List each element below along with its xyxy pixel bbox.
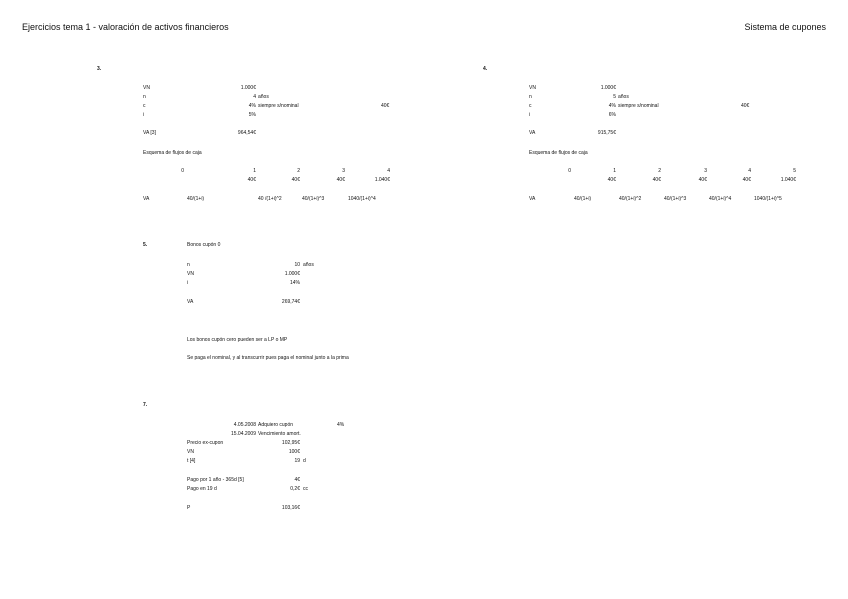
n-unit: años — [258, 94, 269, 100]
va-row-label: VA — [529, 196, 536, 202]
c-label: c — [529, 103, 532, 109]
cash-flow-value: 40€ — [742, 177, 751, 183]
period-label: 2 — [658, 168, 661, 174]
i-value: 14% — [289, 280, 300, 286]
cash-flow-value: 1.040€ — [374, 177, 390, 183]
page-title: Ejercicios tema 1 - valoración de activos financieros — [22, 22, 229, 32]
price-value: 102,95€ — [281, 440, 300, 446]
exercise-number: 7. — [143, 402, 148, 408]
period-label: 1 — [613, 168, 616, 174]
payment-days-value: 0,2€ — [290, 486, 300, 492]
t-label: t [4] — [187, 458, 196, 464]
i-label: i — [143, 112, 145, 118]
exercise-number: 4. — [483, 66, 488, 72]
note-text: Se paga el nominal, y al transcurrir pues paga el nominal junto a la prima — [187, 355, 349, 361]
period-label: 3 — [704, 168, 707, 174]
purchase-date: 4.05.2008 — [233, 422, 256, 428]
payment-year-value: 4€ — [294, 477, 300, 483]
cash-flow-value: 40€ — [607, 177, 616, 183]
maturity-label: Vencimiento amort. — [258, 431, 301, 437]
vn-label: VN — [529, 85, 536, 91]
page-subtitle: Sistema de cupones — [744, 22, 826, 32]
cash-flow-heading: Esquema de flujos de caja — [143, 150, 202, 156]
coupon-rate: 4% — [337, 422, 345, 428]
n-unit: años — [303, 262, 314, 268]
exercise-number: 3. — [97, 66, 102, 72]
c-value: 4% — [608, 103, 616, 109]
price-label: Precio ex-cupon — [187, 440, 224, 446]
period-label: 4 — [387, 168, 390, 174]
cash-flow-heading: Esquema de flujos de caja — [529, 150, 588, 156]
c-amount: 40€ — [741, 103, 750, 109]
period-label: 4 — [748, 168, 751, 174]
p-value: 103,16€ — [281, 505, 300, 511]
cash-flow-value: 40€ — [291, 177, 300, 183]
i-value: 6% — [608, 112, 616, 118]
period-label: 1 — [253, 168, 256, 174]
i-value: 5% — [248, 112, 256, 118]
va-label: VA — [529, 130, 536, 136]
vn-label: VN — [187, 271, 194, 277]
n-value: 4 — [253, 94, 256, 100]
t-unit: d — [303, 458, 306, 464]
n-unit: años — [618, 94, 629, 100]
vn-value: 1.000€ — [284, 271, 300, 277]
va-label: VA — [187, 299, 194, 305]
payment-year-label: Pago por 1 año - 365d [5] — [187, 477, 244, 483]
n-value: 10 — [294, 262, 300, 268]
va-term: 1040/(1+i)^5 — [754, 196, 782, 202]
c-note: siempre s/nominal — [618, 103, 659, 109]
maturity-date: 15.04.2009 — [230, 431, 256, 437]
section-title: Bonos cupón 0 — [187, 242, 221, 248]
va-label: VA [3] — [143, 130, 156, 136]
va-term: 40 /(1+i)^2 — [258, 196, 282, 202]
n-label: n — [187, 262, 190, 268]
vn-value: 1.000€ — [600, 85, 616, 91]
period-label: 0 — [181, 168, 184, 174]
purchase-label: Adquiero cupón — [258, 422, 294, 428]
c-amount: 40€ — [381, 103, 390, 109]
cash-flow-value: 1.040€ — [780, 177, 796, 183]
n-value: 5 — [613, 94, 616, 100]
p-label: P — [187, 505, 191, 511]
t-value: 19 — [294, 458, 300, 464]
vn-label: VN — [143, 85, 150, 91]
cash-flow-value: 40€ — [336, 177, 345, 183]
va-term: 40/(1+i) — [187, 196, 205, 202]
va-term: 40/(1+i)^4 — [709, 196, 732, 202]
va-term: 40/(1+i)^3 — [664, 196, 687, 202]
va-term: 40/(1+i)^2 — [619, 196, 642, 202]
c-note: siempre s/nominal — [258, 103, 299, 109]
vn-value: 100€ — [288, 449, 300, 455]
va-term: 40/(1+i) — [574, 196, 592, 202]
vn-value: 1.000€ — [240, 85, 256, 91]
va-value: 269,74€ — [281, 299, 300, 305]
i-label: i — [187, 280, 189, 286]
payment-days-label: Pago en 19 d — [187, 486, 217, 492]
exercise-number: 5. — [143, 242, 148, 248]
period-label: 5 — [793, 168, 796, 174]
va-term: 1040/(1+i)^4 — [348, 196, 376, 202]
cash-flow-value: 40€ — [247, 177, 256, 183]
va-term: 40/(1+i)^3 — [302, 196, 325, 202]
n-label: n — [143, 94, 146, 100]
va-value: 915,75€ — [597, 130, 616, 136]
cash-flow-value: 40€ — [652, 177, 661, 183]
period-label: 3 — [342, 168, 345, 174]
c-label: c — [143, 103, 146, 109]
c-value: 4% — [248, 103, 256, 109]
note-text: Los bonos cupón cero pueden ser a LP o MP — [187, 337, 288, 343]
payment-days-unit: cc — [303, 486, 308, 492]
n-label: n — [529, 94, 532, 100]
period-label: 0 — [568, 168, 571, 174]
cash-flow-value: 40€ — [698, 177, 707, 183]
va-row-label: VA — [143, 196, 150, 202]
vn-label: VN — [187, 449, 194, 455]
i-label: i — [529, 112, 531, 118]
period-label: 2 — [297, 168, 300, 174]
va-value: 964,54€ — [237, 130, 256, 136]
